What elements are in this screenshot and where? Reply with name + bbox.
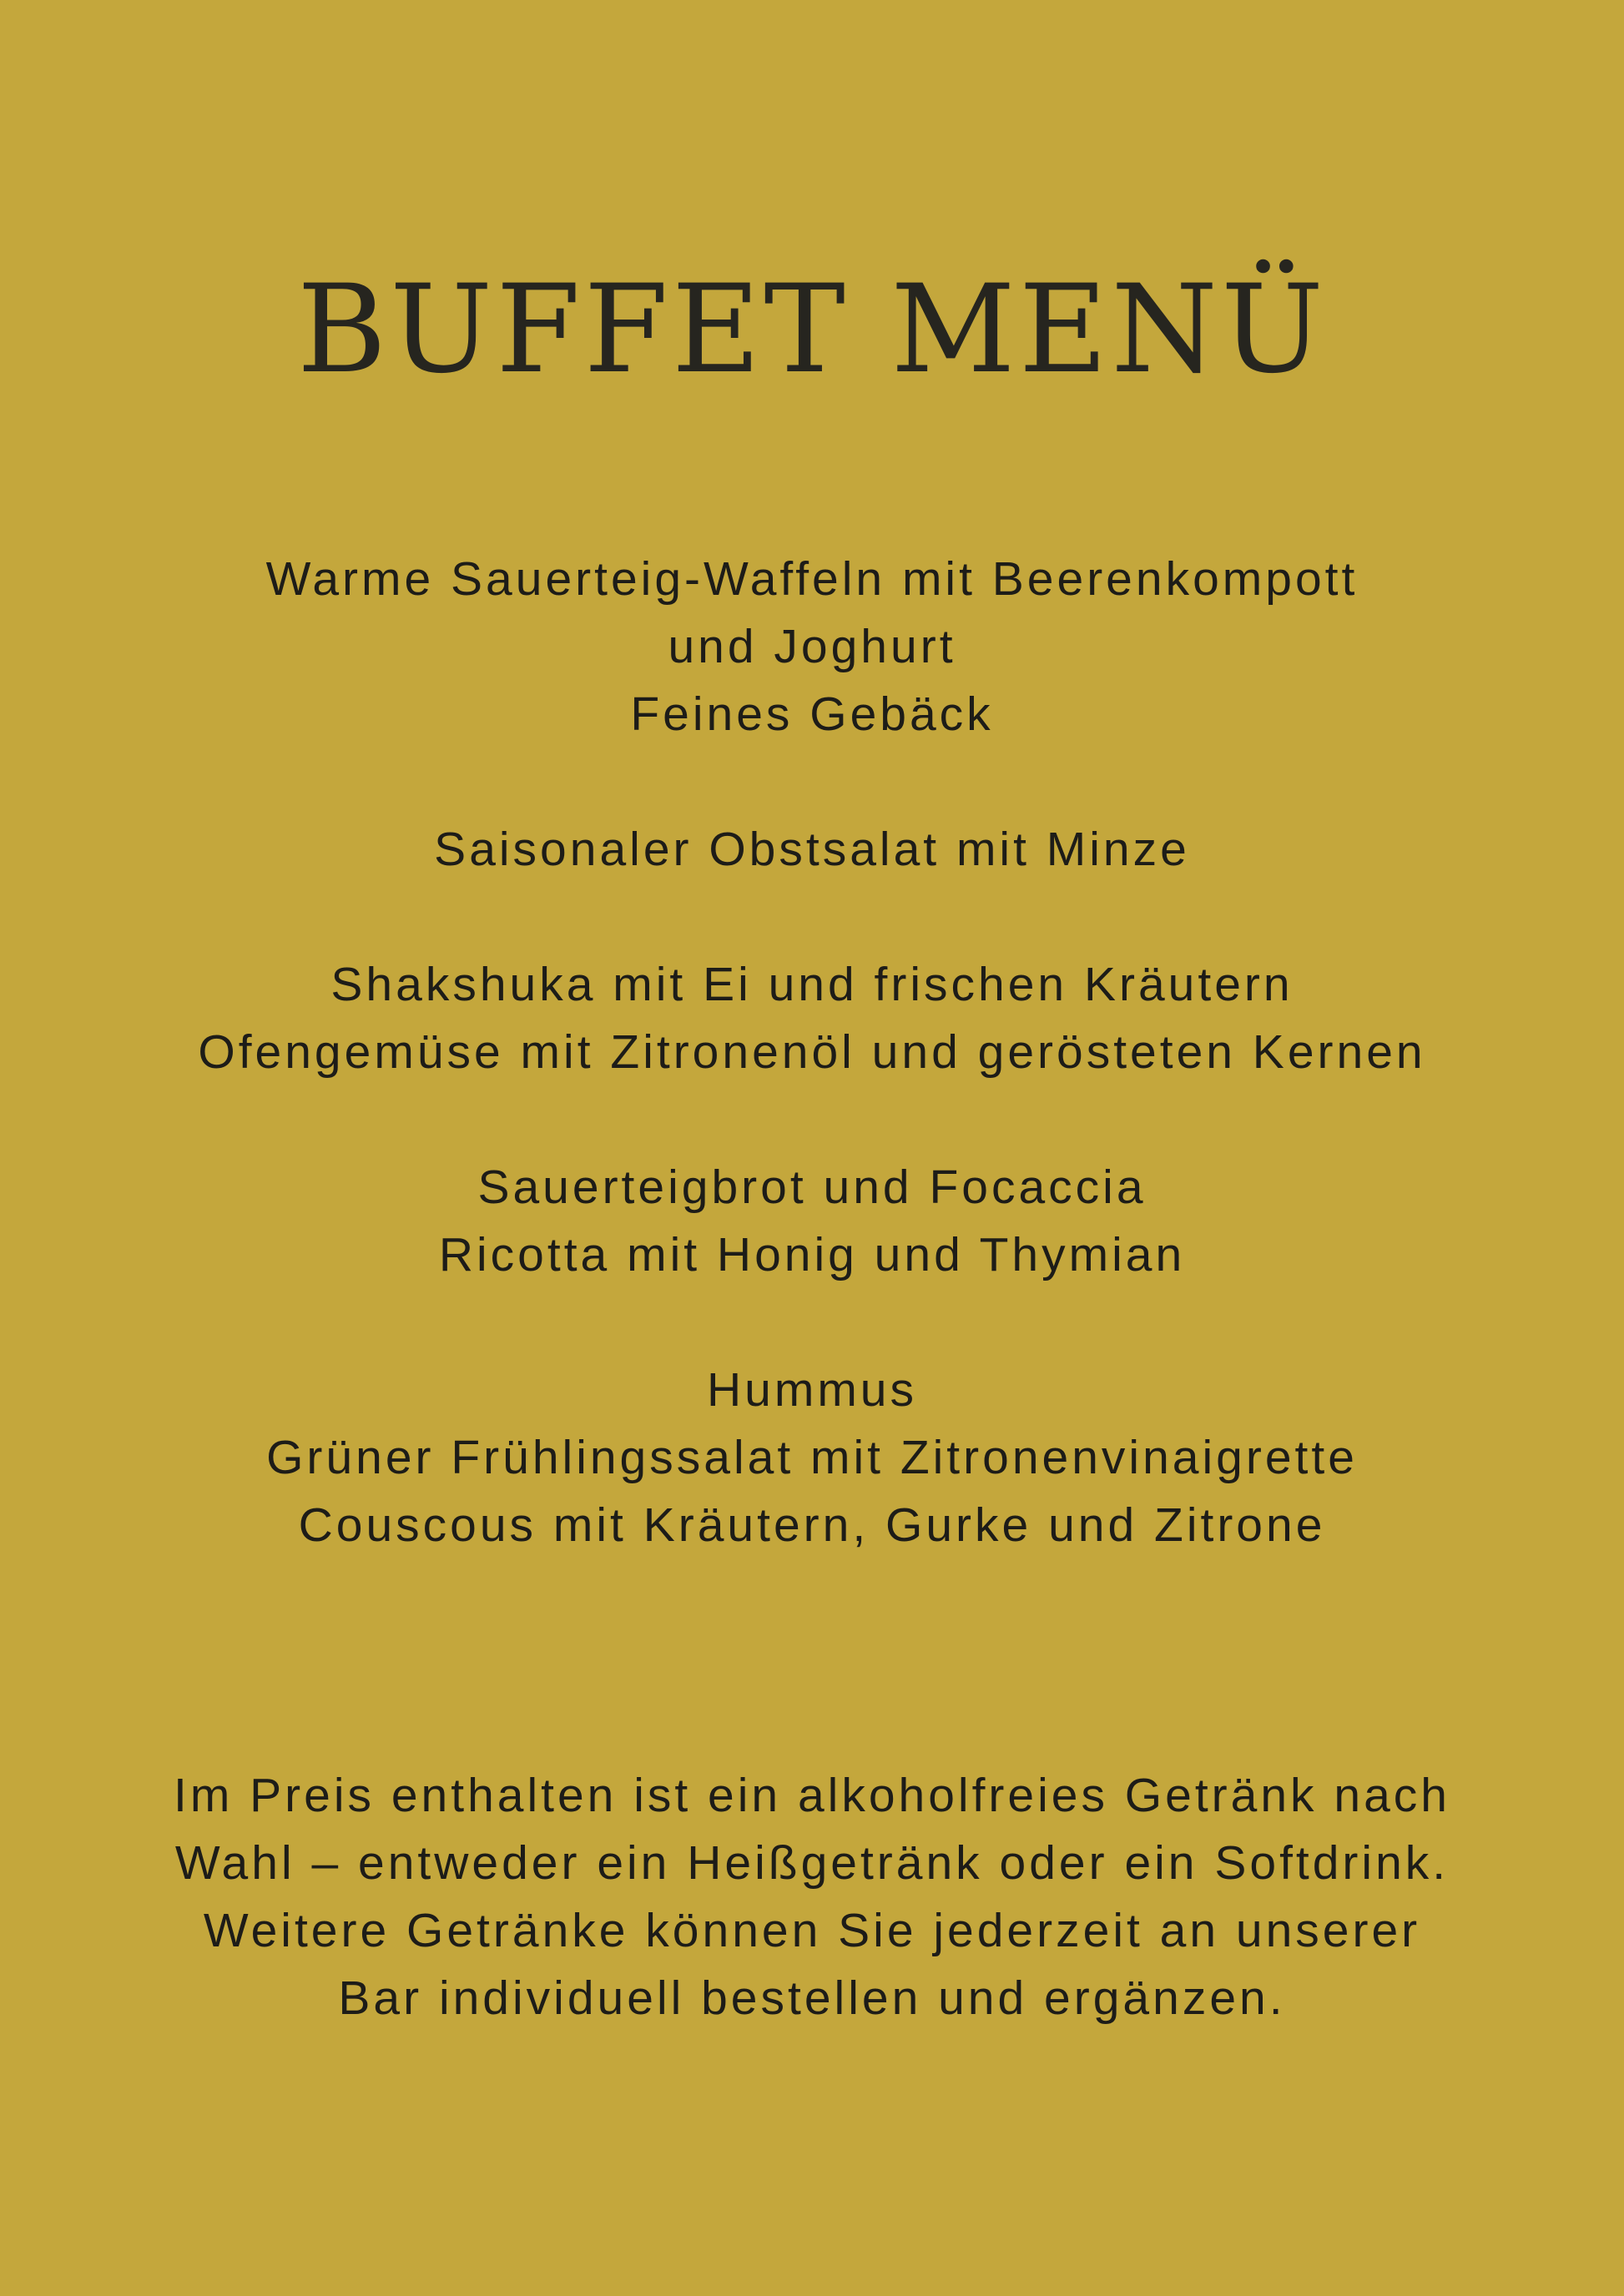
- footer-note-line: Bar individuell bestellen und ergänzen.: [338, 1971, 1286, 2025]
- menu-item-line: Hummus: [706, 1363, 918, 1417]
- menu-title: BUFFET MENÜ: [296, 259, 1328, 400]
- menu-item-line: und Joghurt: [668, 620, 956, 673]
- footer-note-line: Weitere Getränke können Sie jederzeit an unserer: [203, 1904, 1421, 1957]
- menu-item-line: Shakshuka mit Ei und frischen Kräutern: [330, 958, 1294, 1011]
- menu-item-line: Saisonaler Obstsalat mit Minze: [434, 823, 1190, 876]
- footer-note-line: Im Preis enthalten ist ein alkoholfreies Getränk nach: [173, 1769, 1450, 1822]
- footer-note-line: Wahl – entweder ein Heißgetränk oder ein Softdrink.: [174, 1836, 1450, 1890]
- menu-item-line: Sauerteigbrot und Focaccia: [477, 1161, 1147, 1214]
- menu-item-line: Ricotta mit Honig und Thymian: [438, 1228, 1186, 1281]
- menu-item-line: Feines Gebäck: [630, 687, 994, 741]
- menu-item-line: Couscous mit Kräutern, Gurke und Zitrone: [298, 1498, 1326, 1552]
- menu-item-line: Ofengemüse mit Zitronenöl und gerösteten Kernen: [198, 1025, 1426, 1079]
- menu-item-line: Warme Sauerteig-Waffeln mit Beerenkompott: [265, 552, 1359, 606]
- menu-item-line: Grüner Frühlingssalat mit Zitronenvinaigrette: [266, 1431, 1358, 1484]
